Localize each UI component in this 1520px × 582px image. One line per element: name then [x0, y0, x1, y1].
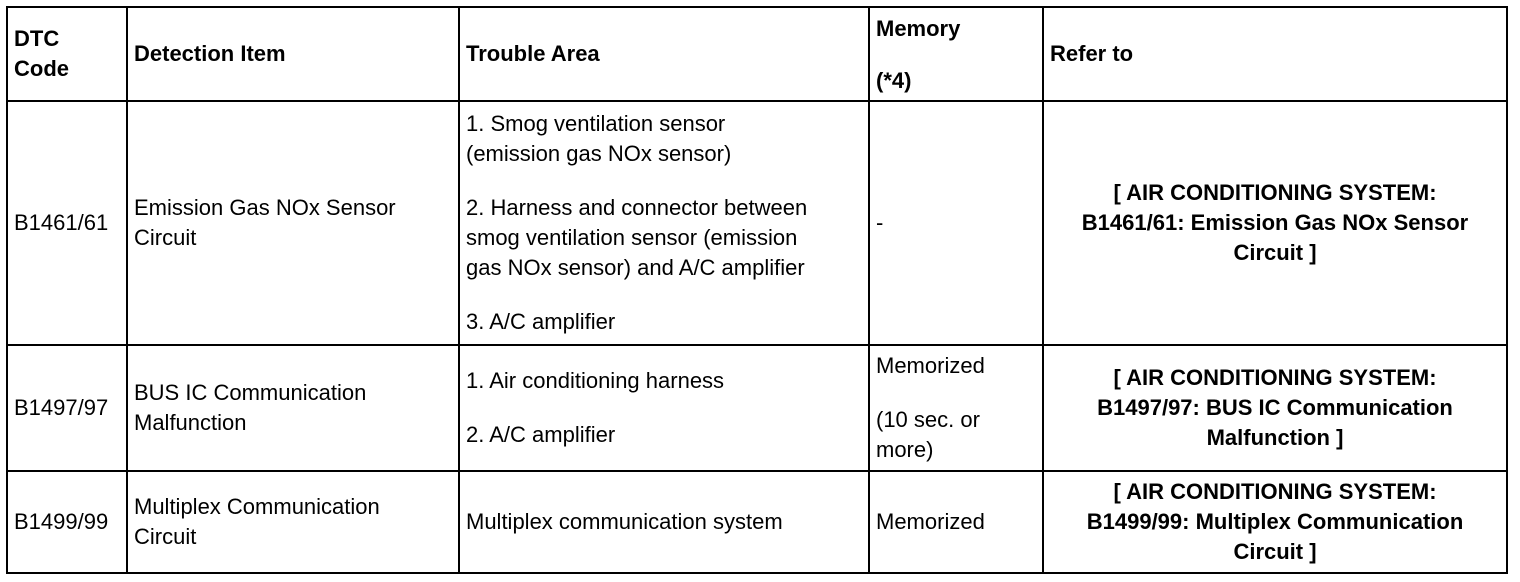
refer-to-line1: [ AIR CONDITIONING SYSTEM:	[1113, 365, 1437, 390]
memory-line2: (10 sec. or	[876, 407, 980, 432]
trouble-area-line: 2. A/C amplifier	[466, 422, 616, 447]
detection-item-line1: BUS IC Communication	[134, 380, 367, 405]
refer-to-line2: B1461/61: Emission Gas NOx Sensor	[1081, 210, 1469, 235]
detection-item-line1: Multiplex Communication	[134, 494, 380, 519]
header-memory	[869, 7, 1043, 101]
header-refer-to: Refer to	[1043, 7, 1507, 101]
table-row	[7, 101, 1507, 345]
dtc-code-cell: B1497/97	[7, 345, 127, 471]
trouble-area-cell	[459, 101, 869, 345]
refer-to-line2: B1497/97: BUS IC Communication	[1097, 395, 1453, 420]
trouble-area-line: 1. Air conditioning harness	[466, 368, 725, 393]
dtc-code-cell: B1499/99	[7, 471, 127, 573]
detection-item-line2: Circuit	[134, 225, 197, 250]
detection-item-line2: Malfunction	[134, 410, 247, 435]
refer-to-line1: [ AIR CONDITIONING SYSTEM:	[1113, 479, 1437, 504]
table-row	[7, 471, 1507, 573]
refer-to-cell	[1043, 101, 1507, 345]
trouble-area-cell: Multiplex communication system	[459, 471, 869, 573]
refer-to-cell	[1043, 471, 1507, 573]
dtc-table-container	[6, 6, 1508, 574]
refer-to-line3: Malfunction ]	[1206, 425, 1344, 450]
refer-to-cell	[1043, 345, 1507, 471]
header-detection-item: Detection Item	[127, 7, 459, 101]
header-trouble-area: Trouble Area	[459, 7, 869, 101]
refer-to-line3: Circuit ]	[1233, 539, 1317, 564]
header-memory-line2: (*4)	[876, 68, 912, 93]
detection-item-cell	[127, 101, 459, 345]
memory-cell	[869, 345, 1043, 471]
trouble-area-line: gas NOx sensor) and A/C amplifier	[466, 255, 805, 280]
trouble-area-line: 3. A/C amplifier	[466, 309, 616, 334]
trouble-area-line: 1. Smog ventilation sensor	[466, 111, 726, 136]
refer-to-line1: [ AIR CONDITIONING SYSTEM:	[1113, 180, 1437, 205]
dtc-table	[6, 6, 1508, 574]
refer-to-line2: B1499/99: Multiplex Communication	[1086, 509, 1464, 534]
header-dtc-code-line1: DTC	[14, 26, 60, 51]
header-memory-line1: Memory	[876, 16, 961, 41]
header-dtc-code-line2: Code	[14, 56, 69, 81]
table-row	[7, 345, 1507, 471]
detection-item-line1: Emission Gas NOx Sensor	[134, 195, 396, 220]
table-header-row	[7, 7, 1507, 101]
detection-item-cell	[127, 471, 459, 573]
memory-cell: Memorized	[869, 471, 1043, 573]
trouble-area-cell	[459, 345, 869, 471]
trouble-area-line: (emission gas NOx sensor)	[466, 141, 732, 166]
detection-item-line2: Circuit	[134, 524, 197, 549]
refer-to-line3: Circuit ]	[1233, 240, 1317, 265]
memory-line1: Memorized	[876, 353, 985, 378]
trouble-area-line: smog ventilation sensor (emission	[466, 225, 798, 250]
detection-item-cell	[127, 345, 459, 471]
header-dtc-code	[7, 7, 127, 101]
memory-cell: -	[869, 101, 1043, 345]
trouble-area-line: 2. Harness and connector between	[466, 195, 808, 220]
dtc-code-cell: B1461/61	[7, 101, 127, 345]
memory-line3: more)	[876, 437, 934, 462]
